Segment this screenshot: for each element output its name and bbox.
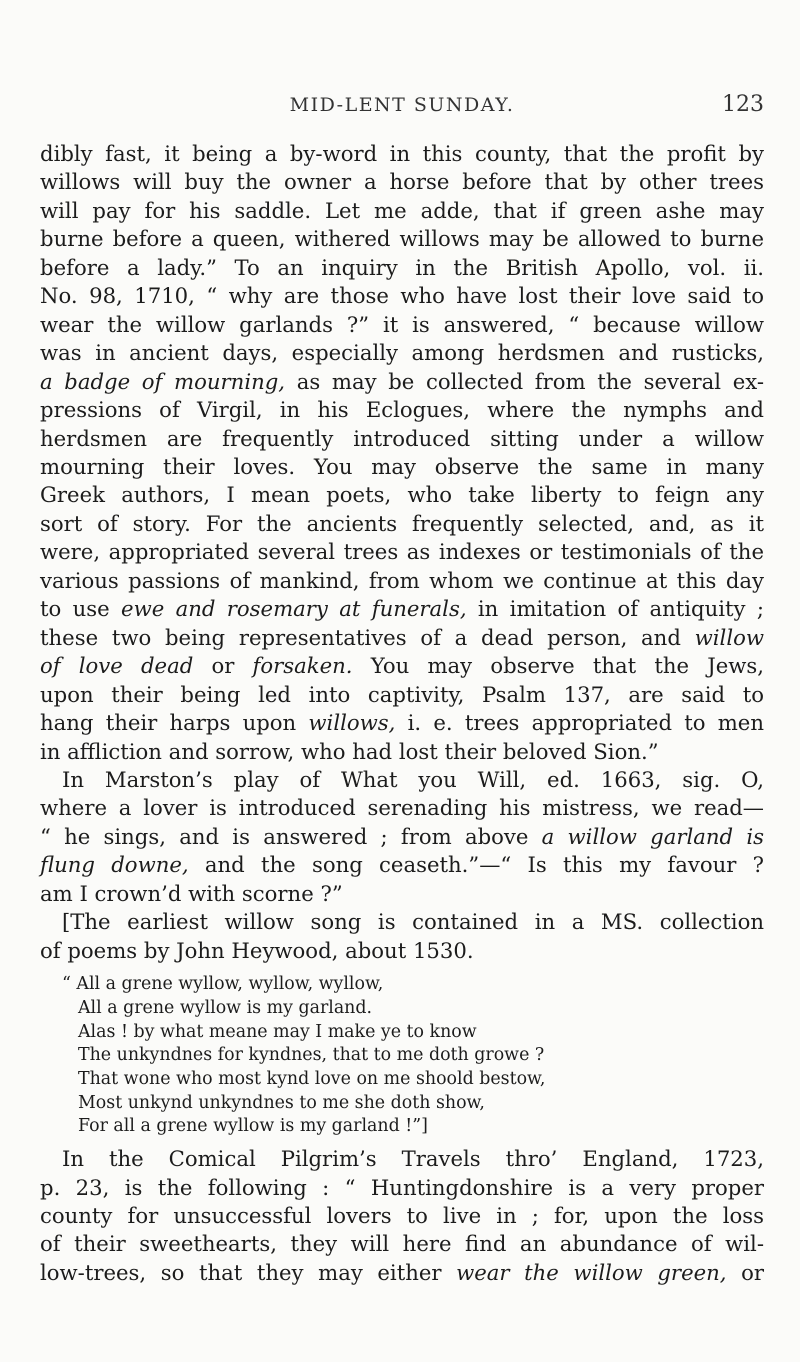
paragraph-willow-profit <box>40 140 764 766</box>
text-line: where a lover is introduced serenading his mistress, we read— <box>40 795 764 821</box>
text-line: pressions of Virgil, in his Eclogues, where the nymphs and <box>40 397 764 423</box>
text-line: hang their harps upon willows, i. e. trees appropriated to men <box>40 710 764 736</box>
running-head <box>40 85 764 125</box>
running-title: MID-LENT SUNDAY. <box>289 94 515 116</box>
text-line: herdsmen are frequently introduced sitting under a willow <box>40 425 764 451</box>
text-line: before a lady.” To an inquiry in the British Apollo, vol. ii. <box>40 254 764 280</box>
verse-line: Most unkynd unkyndnes to me she doth show, <box>78 1092 485 1113</box>
text-line: flung downe, and the song ceaseth.”—“ Is this my favour ? <box>40 852 764 878</box>
verse-line: Alas ! by what meane may I make ye to know <box>78 1021 477 1042</box>
body-text <box>40 140 764 1287</box>
italic-phrase: a willow garland is <box>541 823 764 849</box>
italic-phrase: willows, <box>308 710 396 736</box>
italic-phrase: ewe and rosemary at funerals, <box>121 596 467 622</box>
text-line: these two being representatives of a dead person, and willow <box>40 624 764 650</box>
verse-line: All a grene wyllow is my garland. <box>78 997 373 1018</box>
italic-phrase: a badge of mourning, <box>40 368 286 394</box>
italic-phrase: wear the willow green, <box>456 1259 727 1285</box>
text-line: were, appropriated several trees as indexes or testimonials of the <box>40 539 764 565</box>
text-line: am I crown’d with scorne ?” <box>40 880 343 906</box>
text-line: No. 98, 1710, “ why are those who have lost their love said to <box>40 283 764 309</box>
text-line: to use ewe and rosemary at funerals, in imitation of antiquity ; <box>40 596 764 622</box>
text-line: [The earliest willow song is contained in a MS. collection <box>62 909 764 935</box>
italic-phrase: of love dead <box>40 653 194 679</box>
text-line: in affliction and sorrow, who had lost their beloved Sion.” <box>40 738 659 764</box>
italic-phrase: forsaken. <box>252 653 353 679</box>
text-line: p. 23, is the following : “ Huntingdonshire is a very proper <box>40 1174 764 1200</box>
text-line: In the Comical Pilgrim’s Travels thro’ England, 1723, <box>62 1146 764 1172</box>
paragraph-comical-pilgrim <box>40 1145 764 1287</box>
verse-line: For all a grene wyllow is my garland !”] <box>78 1116 428 1137</box>
verse-line: That wone who most kynd love on me shoold bestow, <box>78 1068 546 1089</box>
italic-phrase: willow <box>694 624 764 650</box>
text-line: mourning their loves. You may observe the same in many <box>40 453 764 479</box>
text-line: of poems by John Heywood, about 1530. <box>40 937 474 963</box>
text-line: of their sweethearts, they will here find an abundance of wil- <box>40 1231 764 1257</box>
text-line: In Marston’s play of What you Will, ed. 1663, sig. O, <box>62 766 764 792</box>
text-line: low-trees, so that they may either wear the willow green, or <box>40 1259 765 1285</box>
willow-song-verse <box>40 973 764 1139</box>
verse-line: “ All a grene wyllow, wyllow, wyllow, <box>62 974 384 995</box>
page-number: 123 <box>722 92 764 117</box>
paragraph-heywood <box>40 908 764 965</box>
text-line: dibly fast, it being a by-word in this county, that the profit by <box>40 141 764 166</box>
text-line: willows will buy the owner a horse before that by other trees <box>40 169 764 195</box>
text-line: county for unsuccessful lovers to live in ; for, upon the loss <box>40 1202 764 1228</box>
text-line: sort of story. For the ancients frequently selected, and, as it <box>40 510 764 536</box>
text-line: upon their being led into captivity, Psalm 137, are said to <box>40 681 764 707</box>
verse-line: The unkyndnes for kyndnes, that to me doth growe ? <box>78 1045 545 1066</box>
text-line: Greek authors, I mean poets, who take liberty to feign any <box>40 482 764 508</box>
italic-phrase: flung downe, <box>40 852 189 878</box>
text-line: burne before a queen, withered willows may be allowed to burne <box>40 226 764 252</box>
text-line: “ he sings, and is answered ; from above a willow garland is <box>40 823 764 849</box>
paragraph-marston <box>40 766 764 908</box>
text-line: of love dead or forsaken. You may observe that the Jews, <box>40 653 765 679</box>
text-line: various passions of mankind, from whom we continue at this day <box>40 567 764 593</box>
text-line: wear the willow garlands ?” it is answered, “ because willow <box>40 311 764 337</box>
text-line: was in ancient days, especially among herdsmen and rusticks, <box>40 340 764 366</box>
text-line: will pay for his saddle. Let me adde, that if green ashe may <box>40 197 764 223</box>
text-line: a badge of mourning, as may be collected from the several ex- <box>40 368 765 394</box>
